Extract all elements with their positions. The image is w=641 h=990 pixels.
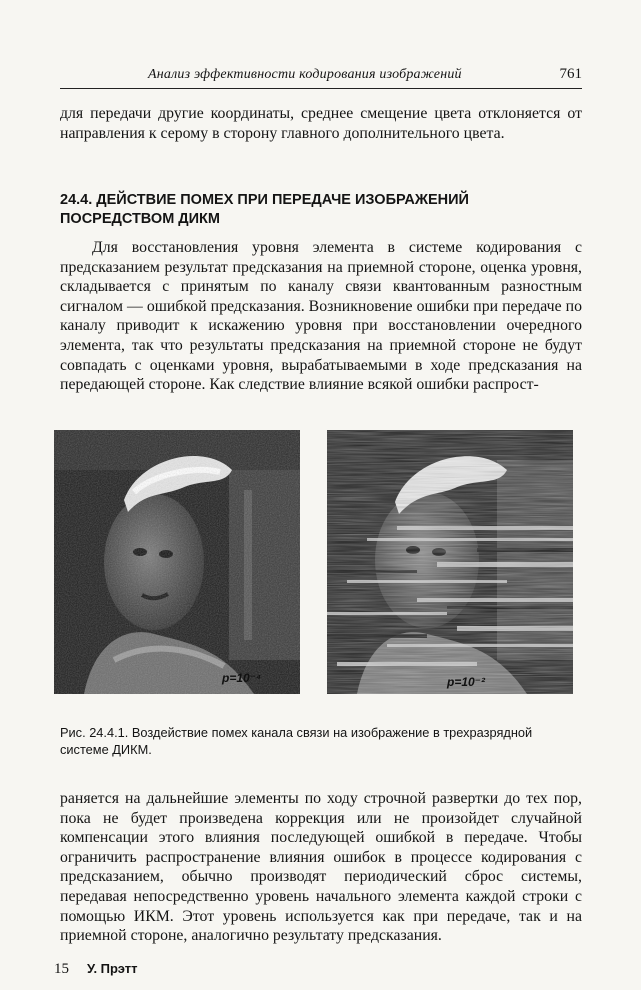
figure-caption-number: Рис. 24.4.1.	[60, 725, 129, 740]
error-probability-label-left: p=10⁻⁴	[222, 671, 262, 685]
paragraph-after-figure: раняется на дальнейшие элементы по ходу строчной развертки до тех пор, пока не будет произведена коррекция или не произойдет случайной компенсации этого влияния последующей ошибкой в передаче. Чтобы ограничить распространение влияния ошибок в процессе кодирования с предсказанием, обычно производят периодический сброс системы, передавая непосредственно уровень начального элемента каждой строки с помощью ИКМ. Этот уровень используется как при передаче, так и на приемной стороне, аналогично результату предсказания.	[60, 790, 582, 945]
page-footer	[54, 961, 138, 978]
error-probability-label-right: p=10⁻²	[447, 675, 486, 689]
running-title: Анализ эффективности кодирования изображений	[148, 67, 462, 82]
page-number: 761	[559, 66, 582, 82]
figure-image-left	[54, 430, 300, 694]
sheet-number: 15	[54, 961, 69, 977]
portrait-photo-left	[54, 430, 300, 694]
figure-caption	[60, 725, 582, 758]
paragraph-section-intro: Для восстановления уровня элемента в системе кодирования с предсказанием результат предсказания на приемной стороне, оценка уровня, складывается с принятым по каналу связи квантованным разностным сигналом — ошибкой предсказания. Возникновение ошибки при передаче по каналу приводит к искажению уровня при восстановлении очередного элемента, так что результаты предсказания на приемной стороне не будут совпадать с оценками уровня, вырабатываемыми в ходе предсказания на передающей стороне. Как следствие влияние всякой ошибки распрост-	[60, 239, 582, 394]
section-heading-line-2: ПОСРЕДСТВОМ ДИКМ	[60, 211, 220, 227]
figure-image-right	[327, 430, 573, 694]
portrait-photo-right	[327, 430, 573, 694]
paragraph-continued: для передачи другие координаты, среднее смещение цвета отклоняется от направления к серому в сторону главного дополнительного цвета.	[60, 105, 582, 142]
figure-caption-text: Воздействие помех канала связи на изображение в трехразрядной системе ДИКМ.	[60, 725, 533, 757]
footer-author: У. Прэтт	[87, 961, 138, 976]
section-heading	[60, 191, 582, 229]
section-heading-line-1: 24.4. ДЕЙСТВИЕ ПОМЕХ ПРИ ПЕРЕДАЧЕ ИЗОБРАЖЕНИЙ	[60, 192, 469, 208]
running-header	[60, 66, 582, 89]
